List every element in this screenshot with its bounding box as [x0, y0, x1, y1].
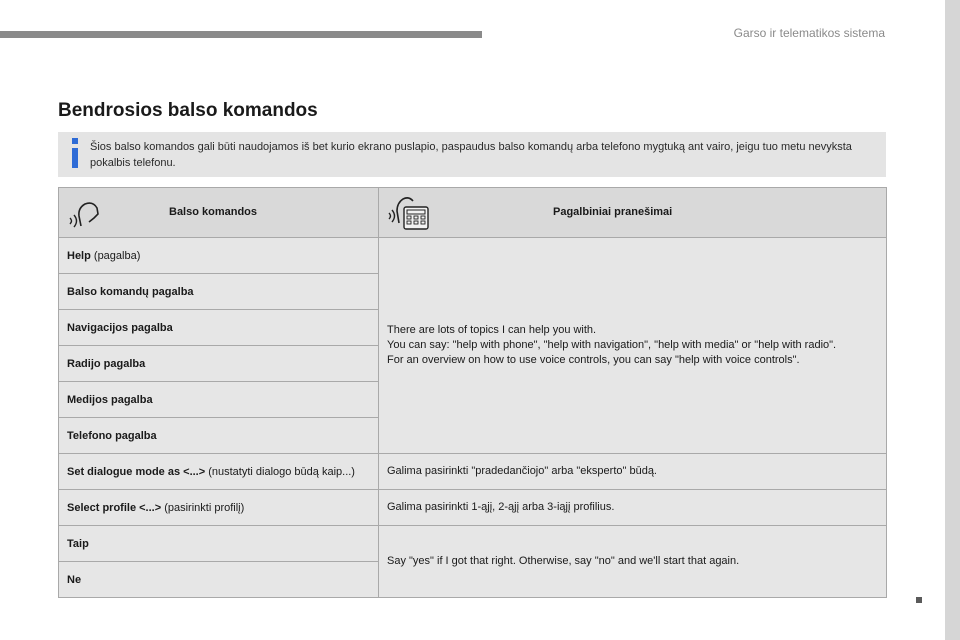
command-cell [59, 274, 379, 310]
command-cell [59, 490, 379, 526]
table-row [59, 526, 887, 562]
header-title: Garso ir telematikos sistema [733, 26, 885, 40]
command-keyword: Help [67, 249, 91, 262]
response-cell: Say "yes" if I got that right. Otherwise, say "no" and we'll start that again. [379, 526, 887, 598]
page-marker [916, 597, 922, 603]
response-line: For an overview on how to use voice controls, you can say "help with voice controls". [387, 354, 800, 366]
command-cell [59, 562, 379, 598]
command-cell [59, 454, 379, 490]
command-translation: (pasirinkti profilį) [161, 501, 245, 514]
table-row [59, 454, 887, 490]
command-cell [59, 526, 379, 562]
command-keyword: Telefono pagalba [67, 429, 157, 442]
command-translation: (pagalba) [90, 249, 141, 262]
section-title: Bendrosios balso komandos [58, 100, 318, 121]
command-keyword: Balso komandų pagalba [67, 285, 194, 298]
command-keyword: Taip [67, 537, 89, 550]
command-cell [59, 382, 379, 418]
command-translation: (nustatyti dialogo būdą kaip...) [205, 465, 355, 478]
voice-command-icon [67, 196, 101, 230]
info-box [58, 132, 886, 177]
table-row [59, 238, 887, 274]
voice-message-icon [387, 193, 431, 231]
col-header-commands-label: Balso komandos [169, 206, 258, 218]
info-icon [72, 138, 78, 168]
command-cell [59, 418, 379, 454]
command-cell [59, 238, 379, 274]
command-keyword: Set dialogue mode as <...> [67, 465, 206, 478]
command-keyword: Ne [67, 573, 82, 586]
page-edge-strip [945, 0, 960, 640]
table-header-row [59, 188, 887, 238]
voice-commands-table [58, 187, 887, 598]
response-cell: Galima pasirinkti "pradedančiojo" arba "eksperto" būdą. [379, 454, 887, 490]
response-cell: Galima pasirinkti 1-ąjį, 2-ąjį arba 3-iąjį profilius. [379, 490, 887, 526]
command-cell [59, 346, 379, 382]
response-line: You can say: "help with phone", "help with navigation", "help with media" or "help with radio". [387, 339, 837, 351]
command-keyword: Radijo pagalba [67, 357, 146, 370]
table-row [59, 490, 887, 526]
command-keyword: Medijos pagalba [67, 393, 153, 406]
col-header-commands [59, 188, 379, 238]
col-header-messages [379, 188, 887, 238]
response-line: There are lots of topics I can help you with. [387, 324, 597, 336]
command-keyword: Navigacijos pagalba [67, 321, 173, 334]
command-keyword: Select profile <...> [67, 501, 162, 514]
header-bar [0, 31, 482, 38]
col-header-messages-label: Pagalbiniai pranešimai [553, 206, 673, 218]
info-text: Šios balso komandos gali būti naudojamos iš bet kurio ekrano puslapio, paspaudus balso komandų arba telefono mygtuką ant vairo, jeigu tuo metu nevyksta pokalbis telefonu. [90, 141, 852, 169]
command-cell [59, 310, 379, 346]
response-cell [379, 238, 887, 454]
